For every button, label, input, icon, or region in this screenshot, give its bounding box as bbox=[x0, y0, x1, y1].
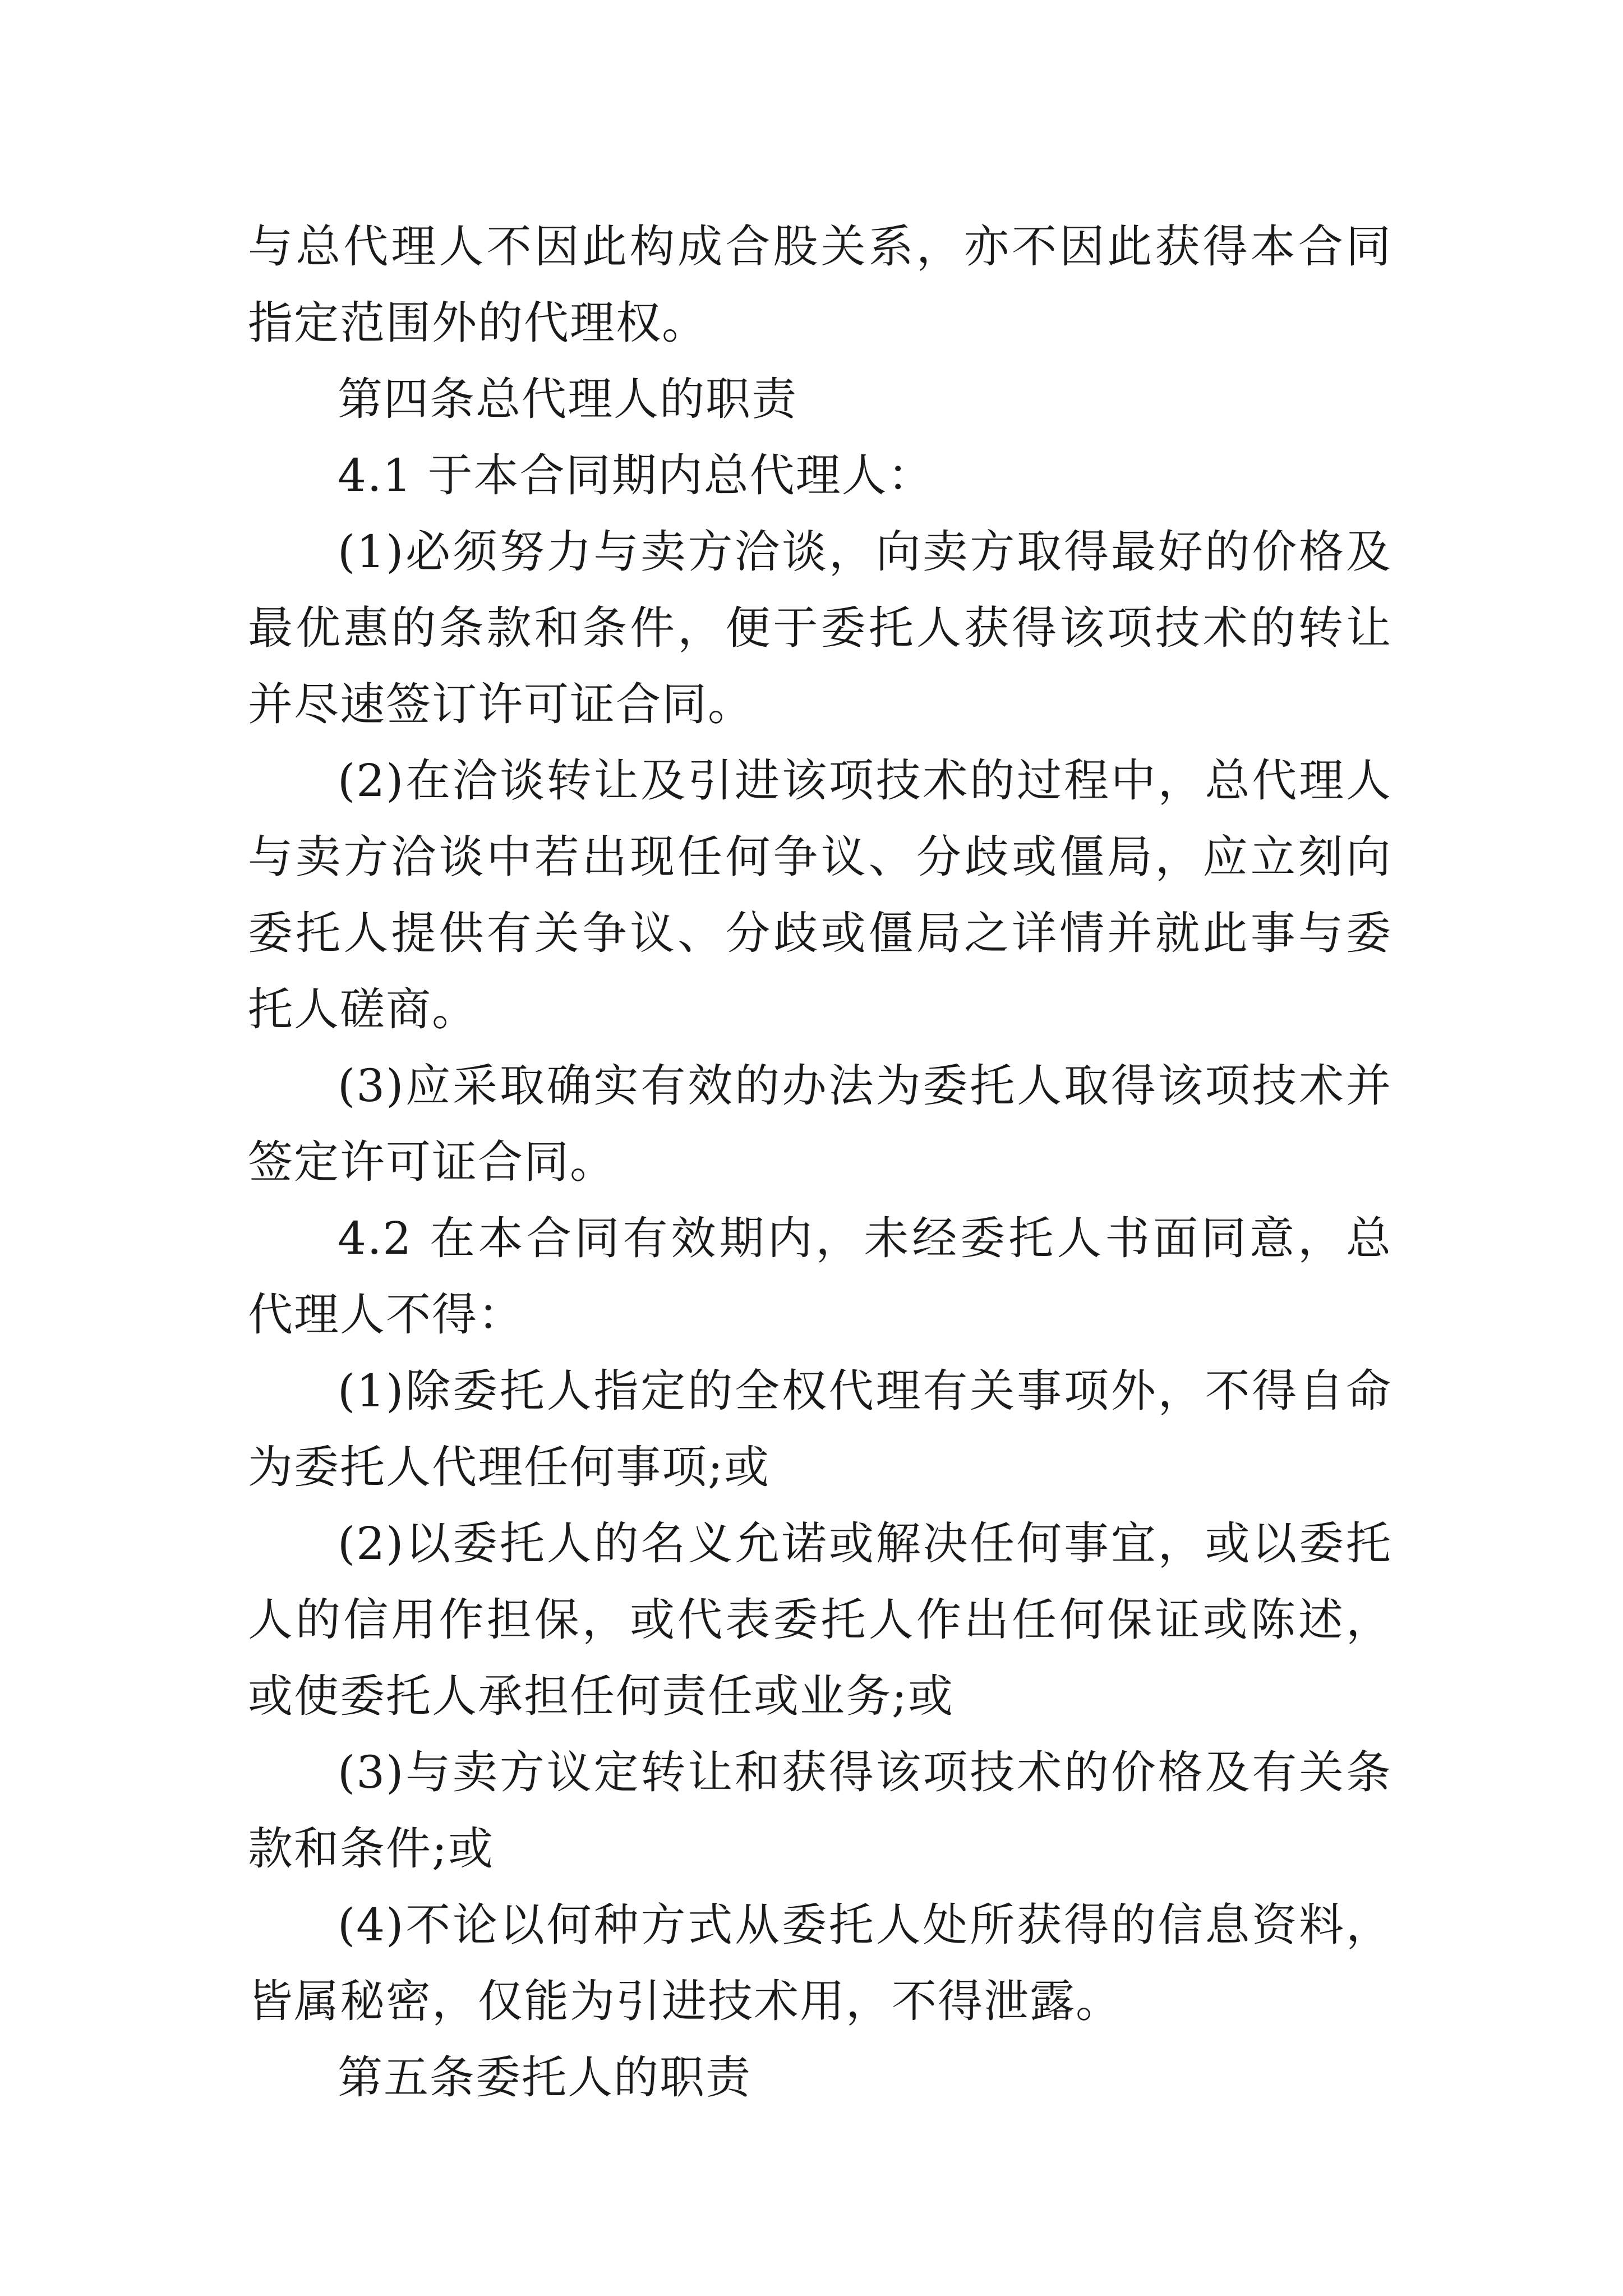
clause-4-2: 4.2 在本合同有效期内，未经委托人书面同意，总代理人不得： bbox=[248, 1212, 1392, 1341]
clause-4-2-item-4: (4)不论以何种方式从委托人处所获得的信息资料，皆属秘密，仅能为引进技术用，不得泄露。 bbox=[248, 1899, 1392, 2027]
heading-article-4: 第四条总代理人的职责 bbox=[338, 373, 797, 425]
clause-4-2-item-3: (3)与卖方议定转让和获得该项技术的价格及有关条款和条件;或 bbox=[248, 1746, 1392, 1875]
clause-4-1-item-2: (2)在洽谈转让及引进该项技术的过程中，总代理人与卖方洽谈中若出现任何争议、分歧或僵局，应立刻向委托人提供有关争议、分歧或僵局之详情并就此事与委托人磋商。 bbox=[248, 754, 1392, 1036]
paragraph-continuation: 与总代理人不因此构成合股关系，亦不因此获得本合同指定范围外的代理权。 bbox=[248, 220, 1392, 349]
clause-4-2-item-1: (1)除委托人指定的全权代理有关事项外，不得自命为委托人代理任何事项;或 bbox=[248, 1365, 1392, 1493]
clause-4-2-item-2: (2)以委托人的名义允诺或解决任何事宜，或以委托人的信用作担保，或代表委托人作出任何保证或陈述，或使委托人承担任何责任或业务;或 bbox=[248, 1517, 1392, 1722]
clause-4-1-item-1: (1)必须努力与卖方洽谈，向卖方取得最好的价格及最优惠的条款和条件，便于委托人获得该项技术的转让并尽速签订许可证合同。 bbox=[248, 526, 1392, 730]
clause-4-1-item-3: (3)应采取确实有效的办法为委托人取得该项技术并签定许可证合同。 bbox=[248, 1060, 1392, 1188]
document-body bbox=[248, 209, 1392, 2116]
clause-4-1: 4.1 于本合同期内总代理人： bbox=[338, 449, 934, 501]
heading-article-5: 第五条委托人的职责 bbox=[338, 2051, 751, 2104]
